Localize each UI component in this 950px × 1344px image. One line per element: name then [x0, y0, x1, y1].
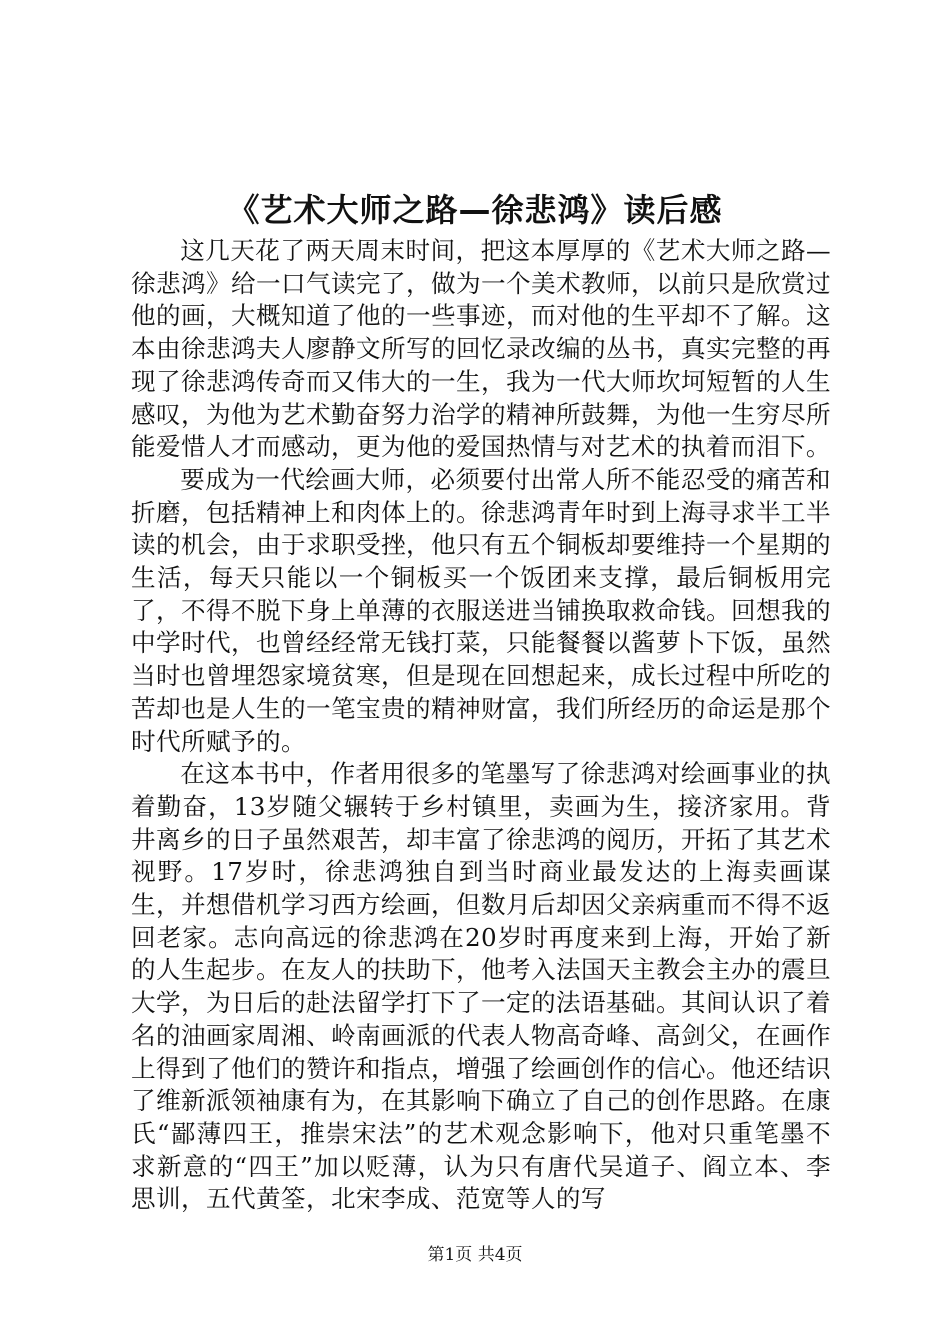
paragraph-2: 要成为一代绘画大师，必须要付出常人所不能忍受的痛苦和折磨，包括精神上和肉体上的。徐悲鸿青年时到上海寻求半工半读的机会，由于求职受挫，他只有五个铜板却要维持一个星期的生活，每天只能以一个铜板买一个饭团来支撑，最后铜板用完了，不得不脱下身上单薄的衣服送进当铺换取救命钱。回想我的中学时代，也曾经经常无钱打菜，只能餐餐以酱萝卜下饭，虽然当时也曾埋怨家境贫寒，但是现在回想起来，成长过程中所吃的苦却也是人生的一笔宝贵的精神财富，我们所经历的命运是那个时代所赋予的。 — [131, 464, 831, 756]
paragraph-3: 在这本书中，作者用很多的笔墨写了徐悲鸿对绘画事业的执着勤奋，13岁随父辗转于乡村镇里，卖画为生，接济家用。背井离乡的日子虽然艰苦，却丰富了徐悲鸿的阅历，开拓了其艺术视野。17岁时，徐悲鸿独自到当时商业最发达的上海卖画谋生，并想借机学习西方绘画，但数月后却因父亲病重而不得不返回老家。志向高远的徐悲鸿在20岁时再度来到上海，开始了新的人生起步。在友人的扶助下，他考入法国天主教会主办的震旦大学，为日后的赴法留学打下了一定的法语基础。其间认识了着名的油画家周湘、岭南画派的代表人物高奇峰、高剑父，在画作上得到了他们的赞许和指点，增强了绘画创作的信心。他还结识了维新派领袖康有为，在其影响下确立了自己的创作思路。在康氏“鄙薄四王，推崇宋法”的艺术观念影响下，他对只重笔墨不求新意的“四王”加以贬薄，认为只有唐代吴道子、阎立本、李思训，五代黄筌，北宋李成、范宽等人的写 — [131, 759, 831, 1214]
paragraph-1: 这几天花了两天周末时间，把这本厚厚的《艺术大师之路—徐悲鸿》给一口气读完了，做为一个美术教师，以前只是欣赏过他的画，大概知道了他的一些事迹，而对他的生平却不了解。这本由徐悲鸿夫人廖静文所写的回忆录改编的丛书，真实完整的再现了徐悲鸿传奇而又伟大的一生，我为一代大师坎坷短暂的人生感叹，为他为艺术勤奋努力治学的精神所鼓舞，为他一生穷尽所能爱惜人才而感动，更为他的爱国热情与对艺术的执着而泪下。 — [131, 236, 831, 462]
document-title: 《艺术大师之路—徐悲鸿》读后感 — [227, 191, 723, 229]
document-body — [131, 235, 831, 1216]
page-number-footer: 第1页 共4页 — [427, 1245, 523, 1265]
